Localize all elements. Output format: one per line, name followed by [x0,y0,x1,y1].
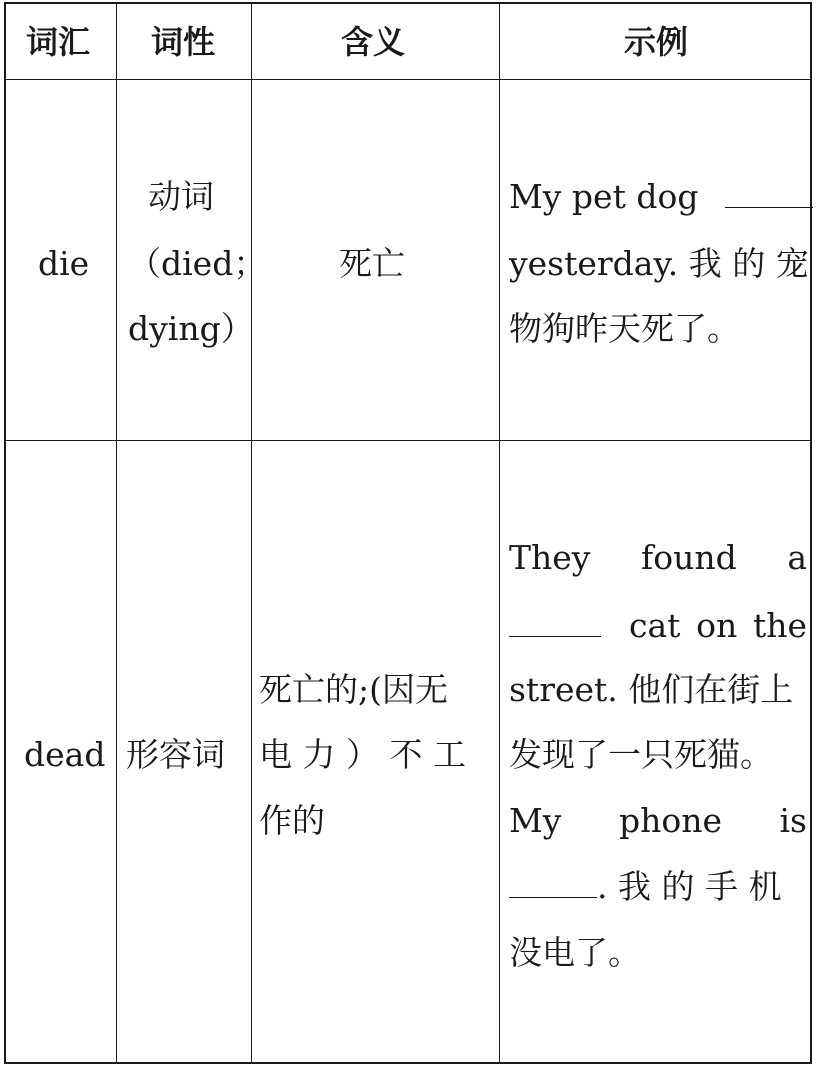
row-dead-example-line4: 发现了一只死猫。 [509,735,773,774]
example-words [629,606,807,645]
example-text: My pet dog [509,177,699,216]
example-word: My [509,801,562,840]
example-word: is [779,801,807,840]
row-dead-meaning-line1: 死亡的;(因无 [259,670,448,709]
column-divider [499,4,500,1062]
example-word: They [509,538,591,577]
row-dead-word: dead [24,735,106,774]
row-dead-pos: 形容词 [126,735,225,774]
header-meaning: 含义 [341,23,406,61]
row-dead-example-line3: street. 他们在街上 [509,670,794,709]
row-die-example-line3: 物狗昨天死了。 [509,309,740,348]
row-die-pos-line2: （died； [128,244,267,283]
header-pos: 词性 [151,23,216,61]
example-word: the [752,606,807,645]
column-divider [116,4,117,1062]
row-die-word: die [38,244,90,283]
header-word: 词汇 [26,23,91,61]
row-dead-meaning-line3: 作的 [259,801,325,840]
row-dead-meaning-line2: 电 力 ） 不 工 [259,735,466,774]
row-dead-example-line1 [509,538,807,577]
answer-blank [509,896,597,898]
row-dead-example-line6 [509,867,782,906]
row-divider [6,79,810,80]
row-dead-example-line2 [509,606,807,645]
answer-blank [509,635,601,637]
row-die-example-line1 [509,177,813,216]
example-word: cat [629,606,681,645]
example-word: found [641,538,737,577]
example-text: . 我 的 手 机 [597,867,782,906]
row-die-pos-line1: 动词 [148,177,214,216]
row-die-example-line2: yesterday. 我 的 宠 [509,244,809,283]
header-example: 示例 [624,23,689,61]
row-divider [6,440,810,441]
row-dead-example-line5 [509,801,807,840]
column-divider [251,4,252,1062]
row-dead-example-line7: 没电了。 [509,933,641,972]
vocabulary-table [4,2,812,1064]
example-word: a [787,538,807,577]
answer-blank [725,206,813,208]
row-die-pos-line3: dying） [128,309,254,348]
example-word: phone [618,801,722,840]
row-die-meaning: 死亡 [339,244,405,283]
example-word: on [696,606,738,645]
